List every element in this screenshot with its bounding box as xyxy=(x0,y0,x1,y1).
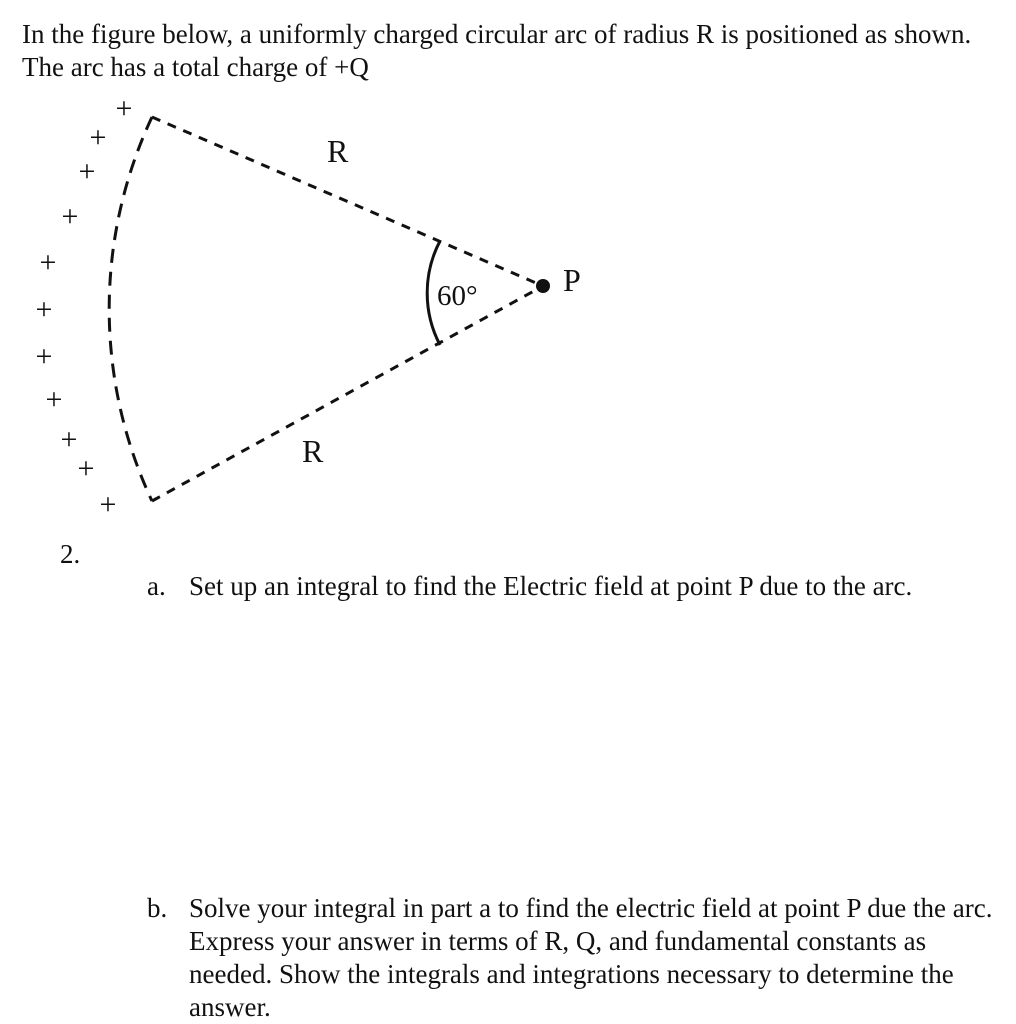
plus-sign: + xyxy=(35,293,53,326)
charged-arc xyxy=(109,117,152,501)
radius-label-bottom: R xyxy=(302,433,324,469)
plus-sign: + xyxy=(115,92,133,125)
part-b xyxy=(147,892,1012,1024)
plus-sign: + xyxy=(99,488,117,521)
plus-sign: + xyxy=(61,200,79,233)
radius-line-bottom xyxy=(152,286,543,501)
plus-sign: + xyxy=(35,340,53,373)
angle-label: 60° xyxy=(437,280,478,312)
point-p-label: P xyxy=(563,262,581,298)
plus-sign: + xyxy=(78,155,96,188)
point-p-dot xyxy=(536,279,550,293)
part-a-text: Set up an integral to find the Electric field at point P due to the arc. xyxy=(189,571,913,601)
plus-sign: + xyxy=(60,423,78,456)
radius-label-top: R xyxy=(327,133,349,169)
problem-intro: In the figure below, a uniformly charged circular arc of radius R is positioned as shown. The arc has a total charge of +Q xyxy=(22,19,972,82)
question-number: 2. xyxy=(60,539,81,569)
part-b-label: b. xyxy=(147,893,168,923)
part-b-text: Solve your integral in part a to find the electric field at point P due the arc. Express your answer in terms of R, Q, and fundamental constants as needed. Show the integrals and integrations necessary to determine the answer. xyxy=(189,893,993,1022)
plus-sign: + xyxy=(39,246,57,279)
plus-sign: + xyxy=(45,383,63,416)
charge-signs xyxy=(36,92,133,521)
plus-sign: + xyxy=(77,452,95,485)
plus-sign: + xyxy=(89,121,107,154)
part-a xyxy=(147,570,1007,610)
part-a-label: a. xyxy=(147,571,166,601)
